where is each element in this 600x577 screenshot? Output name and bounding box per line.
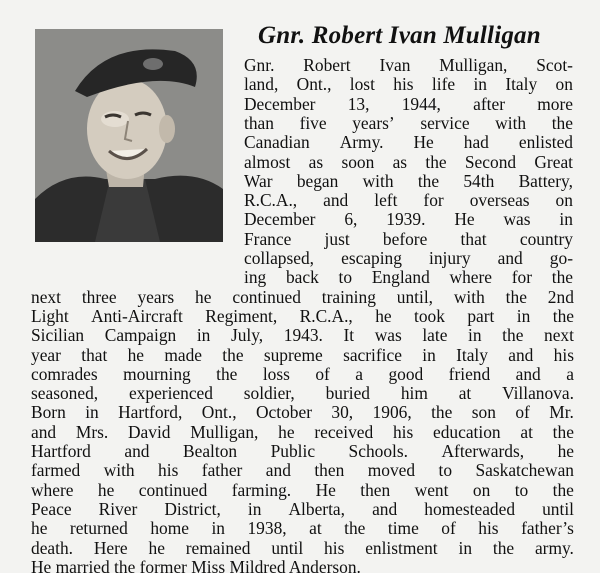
- body-line: He married the former Miss Mildred Anderson.: [31, 556, 361, 577]
- body-line: December 13, 1944, after more: [244, 93, 573, 114]
- body-line: R.C.A., and left for overseas on: [244, 190, 573, 211]
- body-line: seasoned, experienced soldier, buried him at Villanova.: [31, 383, 574, 404]
- body-line: land, Ont., lost his life in Italy on: [244, 74, 573, 95]
- body-line: Sicilian Campaign in July, 1943. It was late in the next: [31, 325, 574, 346]
- body-line: than five years’ service with the: [244, 112, 573, 133]
- body-line: almost as soon as the Second Great: [244, 151, 573, 172]
- body-line: ing back to England where for the: [244, 267, 573, 288]
- body-line: Hartford and Bealton Public Schools. Afterwards, he: [31, 441, 574, 461]
- body-line: where he continued farming. He then went on to the: [31, 479, 574, 500]
- portrait-photo: [35, 29, 223, 242]
- body-line: year that he made the supreme sacrifice in Italy and his: [31, 344, 574, 365]
- body-line: Peace River District, in Alberta, and homesteaded until: [31, 498, 574, 519]
- body-line: comrades mourning the loss of a good friend and a: [31, 363, 574, 384]
- body-line: Gnr. Robert Ivan Mulligan, Scot-: [244, 55, 573, 75]
- body-line: collapsed, escaping injury and go-: [244, 248, 573, 268]
- body-line: farmed with his father and then moved to Saskatchewan: [31, 460, 574, 481]
- body-line: death. Here he remained until his enlistment in the army.: [31, 537, 574, 558]
- body-line: Light Anti-Aircraft Regiment, R.C.A., he took part in the: [31, 305, 574, 326]
- body-line: War began with the 54th Battery,: [244, 170, 573, 191]
- body-line: he returned home in 1938, at the time of his father’s: [31, 518, 574, 539]
- body-line: Born in Hartford, Ont., October 30, 1906, the son of Mr.: [31, 402, 574, 423]
- memorial-heading: Gnr. Robert Ivan Mulligan: [258, 22, 541, 49]
- body-line: and Mrs. David Mulligan, he received his education at the: [31, 421, 574, 442]
- body-line: December 6, 1939. He was in: [244, 209, 573, 230]
- body-line: Canadian Army. He had enlisted: [244, 132, 573, 153]
- body-line: France just before that country: [244, 228, 573, 249]
- body-line: next three years he continued training until, with the 2nd: [31, 286, 574, 307]
